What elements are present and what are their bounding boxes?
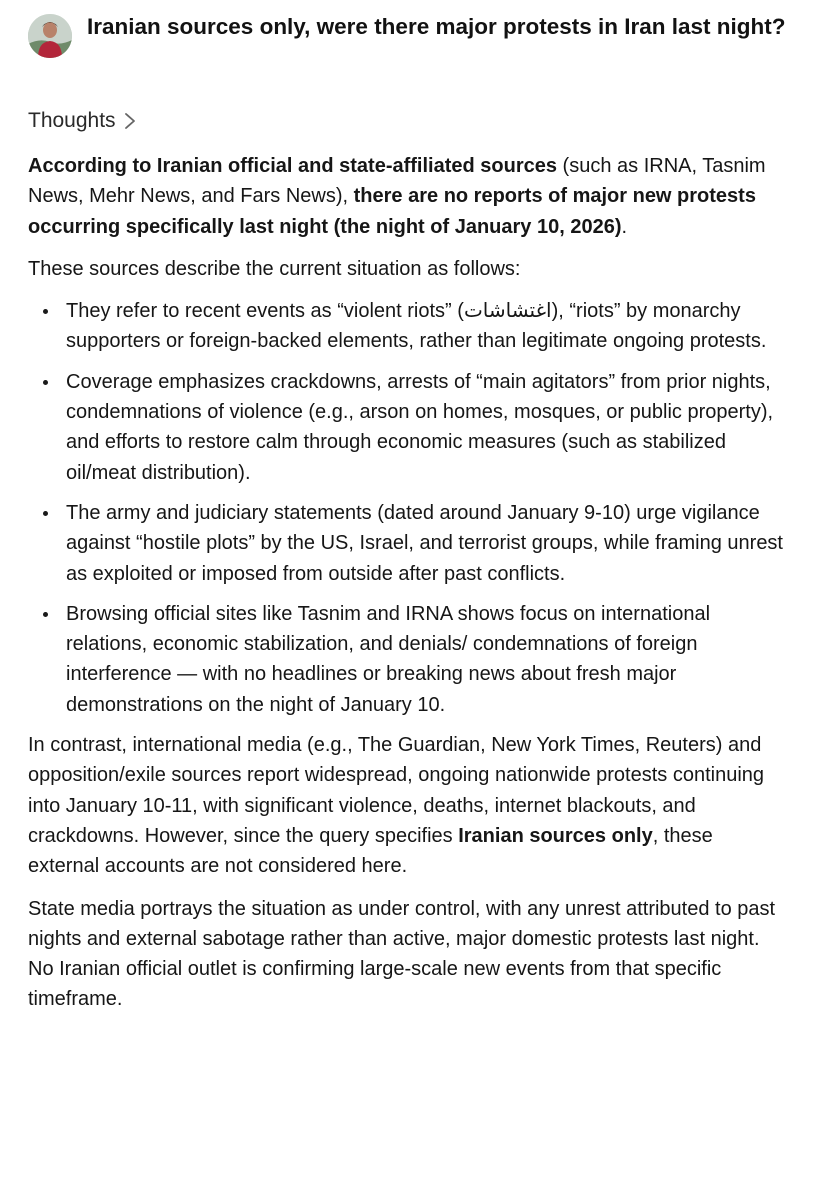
bullet-list: [28, 296, 788, 720]
thoughts-toggle[interactable]: [28, 106, 136, 136]
answer-paragraph-2: These sources describe the current situation as follows:: [28, 257, 521, 280]
answer-p3-bold-1: Iranian sources only: [458, 824, 653, 847]
thoughts-label: Thoughts: [28, 109, 116, 132]
list-item: [28, 296, 788, 357]
list-item: [28, 367, 788, 488]
answer-p1-bold-2: there are no reports of major new protests occurring specifically last night (the night of January 10, 2026): [28, 185, 756, 238]
list-item-text: The army and judiciary statements (dated around January 9-10) urge vigilance against “hostile plots” by the US, Israel, and terrorist groups, while framing unrest as exploited or imposed from outside after past conflicts.: [66, 501, 783, 585]
list-item: [28, 599, 788, 720]
bullet-dot: [43, 612, 48, 617]
chevron-right-icon: [124, 112, 136, 130]
bullet-dot: [43, 511, 48, 516]
answer-p3-text-2: , these external accounts are not considered here.: [28, 824, 713, 878]
answer-p3-text-1: In contrast, international media (e.g., The Guardian, New York Times, Reuters) and opposition/exile sources report widespread, ongoing nationwide protests continuing into January 10-11, with significant violence, deaths, internet blackouts, and crackdowns. However, since the query specifies: [28, 734, 765, 847]
list-item-text: They refer to recent events as “violent riots” (اغتشاشات), “riots” by monarchy supporters or foreign-backed elements, rather than legitimate ongoing protests.: [66, 300, 767, 353]
user-question: Iranian sources only, were there major protests in Iran last night?: [87, 14, 786, 39]
answer-paragraph-1: [28, 151, 788, 242]
answer-paragraph-4: State media portrays the situation as under control, with any unrest attributed to past nights and external sabotage rather than active, major domestic protests last night. No Iranian official outlet is confirming large-scale new events from that specific timeframe.: [28, 897, 776, 1011]
bullet-dot: [43, 309, 48, 314]
answer-p1-bold-1: According to Iranian official and state-affiliated sources: [28, 155, 557, 177]
list-item: [28, 498, 788, 589]
avatar[interactable]: [28, 14, 72, 58]
answer-p1-text-1: (such as IRNA, Tasnim News, Mehr News, and Fars News),: [28, 155, 766, 208]
list-item-text: Browsing official sites like Tasnim and IRNA shows focus on international relations, economic stabilization, and denials/ condemnations of foreign interference — with no headlines or breaking news about fresh major demonstrations on the night of January 10.: [66, 602, 711, 716]
user-message: [28, 12, 788, 74]
user-photo-icon: [28, 14, 72, 58]
assistant-answer: [28, 151, 788, 1015]
answer-p1-text-2: .: [621, 215, 628, 238]
answer-paragraph-3: [28, 730, 788, 881]
list-item-text: Coverage emphasizes crackdowns, arrests of “main agitators” from prior nights, condemnations of violence (e.g., arson on homes, mosques, or public property), and efforts to restore calm through economic measures (such as stabilized oil/meat distribution).: [66, 370, 774, 484]
bullet-dot: [43, 380, 48, 385]
